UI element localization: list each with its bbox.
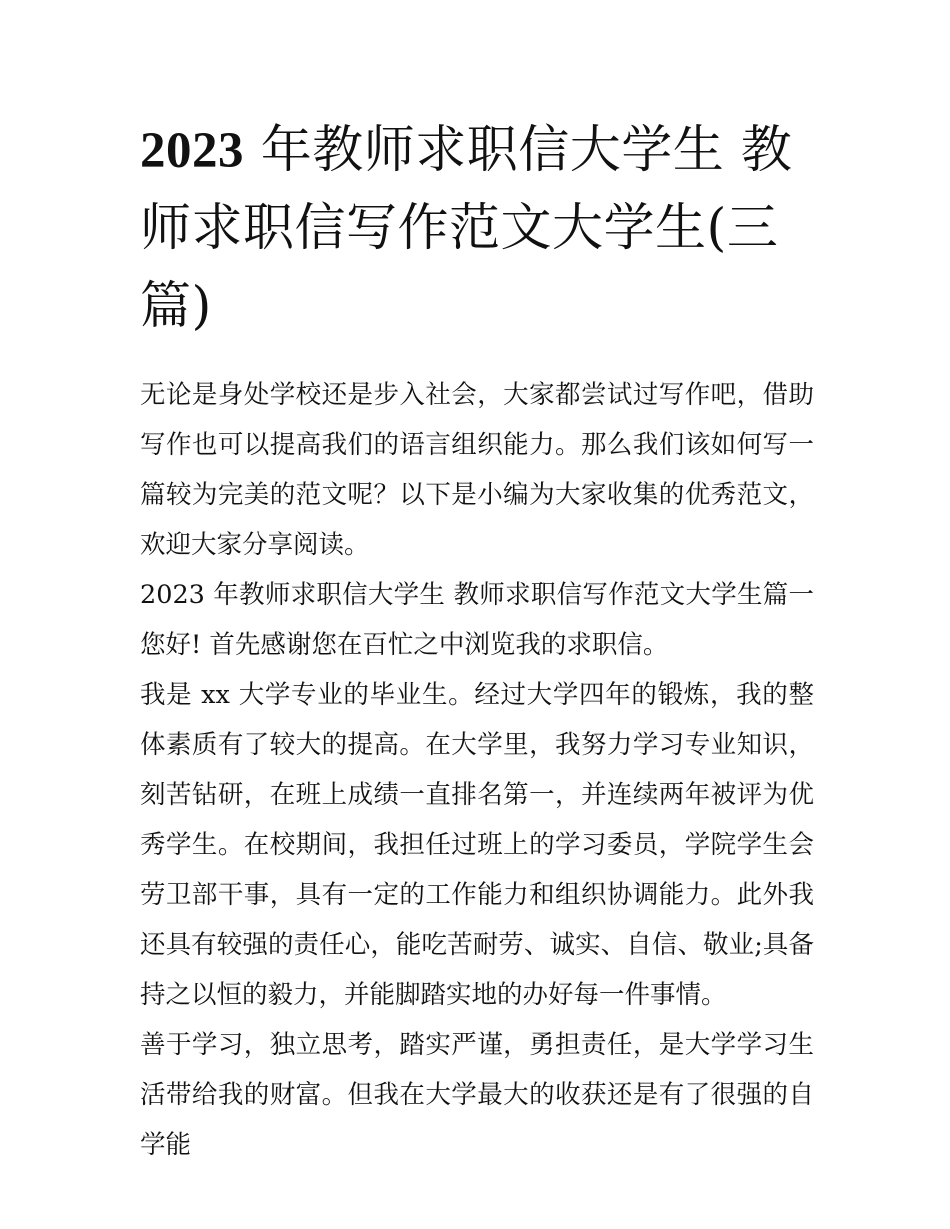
learning-paragraph: 善于学习，独立思考，踏实严谨，勇担责任，是大学学习生活带给我的财富。但我在大学最大的收获还是有了很强的自学能 [140,1030,814,1160]
self-introduction-paragraph: 我是 xx 大学专业的毕业生。经过大学四年的锻炼，我的整体素质有了较大的提高。在大学里，我努力学习专业知识，刻苦钻研，在班上成绩一直排名第一，并连续两年被评为优秀学生。在校期间，我担任过班上的学习委员，学院学生会劳卫部干事，具有一定的工作能力和组织协调能力。此外我还具有较强的责任心，能吃苦耐劳、诚实、自信、敬业;具备持之以恒的毅力，并能脚踏实地的办好每一件事情。 [140,680,814,1010]
intro-paragraph: 无论是身处学校还是步入社会，大家都尝试过写作吧，借助写作也可以提高我们的语言组织能力。那么我们该如何写一篇较为完美的范文呢？以下是小编为大家收集的优秀范文，欢迎大家分享阅读。 [140,380,814,560]
document-page [140,112,814,1170]
letter-heading-paragraph: 2023 年教师求职信大学生 教师求职信写作范文大学生篇一 您好! 首先感谢您在百忙之中浏览我的求职信。 [140,580,814,660]
title-year: 2023 [140,123,244,179]
document-title [140,112,814,346]
title-text: 年教师求职信大学生 教师求职信写作范文大学生(三篇) [140,121,793,336]
